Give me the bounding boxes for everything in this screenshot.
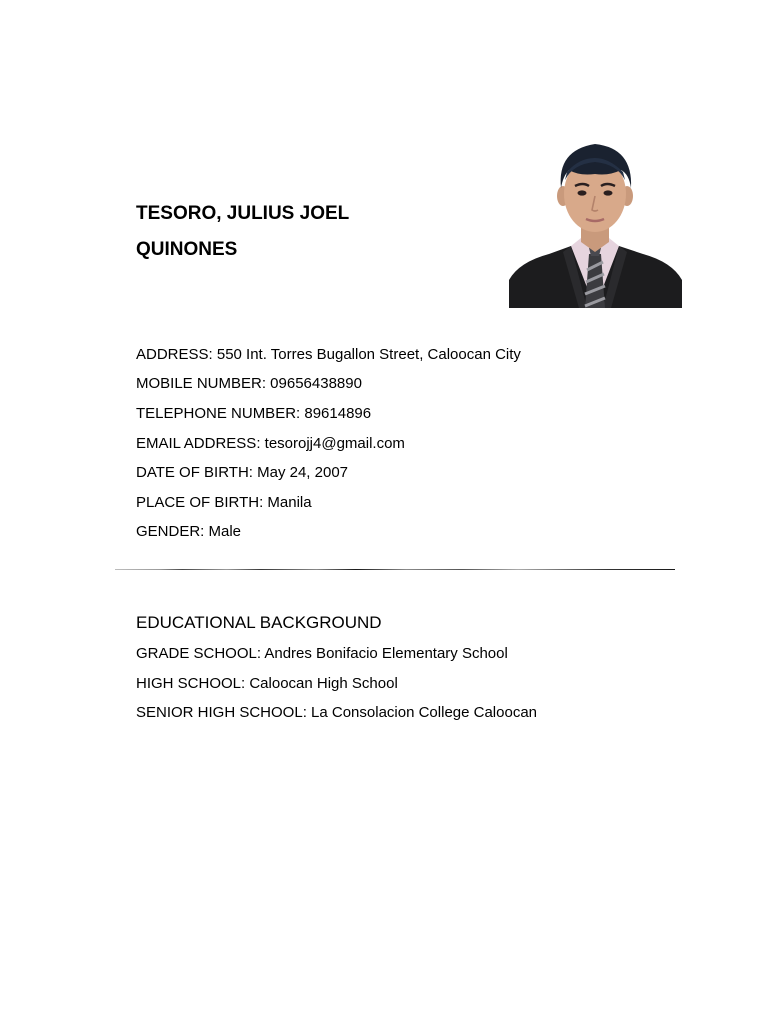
gender-line: GENDER: Male xyxy=(136,523,242,540)
senior-high-school-line: SENIOR HIGH SCHOOL: La Consolacion College Caloocan xyxy=(136,704,538,721)
telephone-number-line: TELEPHONE NUMBER: 89614896 xyxy=(136,405,372,422)
place-of-birth-line: PLACE OF BIRTH: Manila xyxy=(136,494,312,511)
address-line: ADDRESS: 550 Int. Torres Bugallon Street, Caloocan City xyxy=(136,346,521,363)
education-heading: EDUCATIONAL BACKGROUND xyxy=(136,613,382,632)
applicant-photo xyxy=(509,130,682,308)
applicant-name-line-1: TESORO, JULIUS JOEL xyxy=(136,203,350,224)
mobile-number-line: MOBILE NUMBER: 09656438890 xyxy=(136,375,362,392)
applicant-name-line-2: QUINONES xyxy=(136,239,238,260)
email-address-line: EMAIL ADDRESS: tesorojj4@gmail.com xyxy=(136,435,405,452)
section-divider xyxy=(115,569,675,570)
high-school-line: HIGH SCHOOL: Caloocan High School xyxy=(136,675,398,692)
date-of-birth-line: DATE OF BIRTH: May 24, 2007 xyxy=(136,464,349,481)
grade-school-line: GRADE SCHOOL: Andres Bonifacio Elementary School xyxy=(136,645,508,662)
